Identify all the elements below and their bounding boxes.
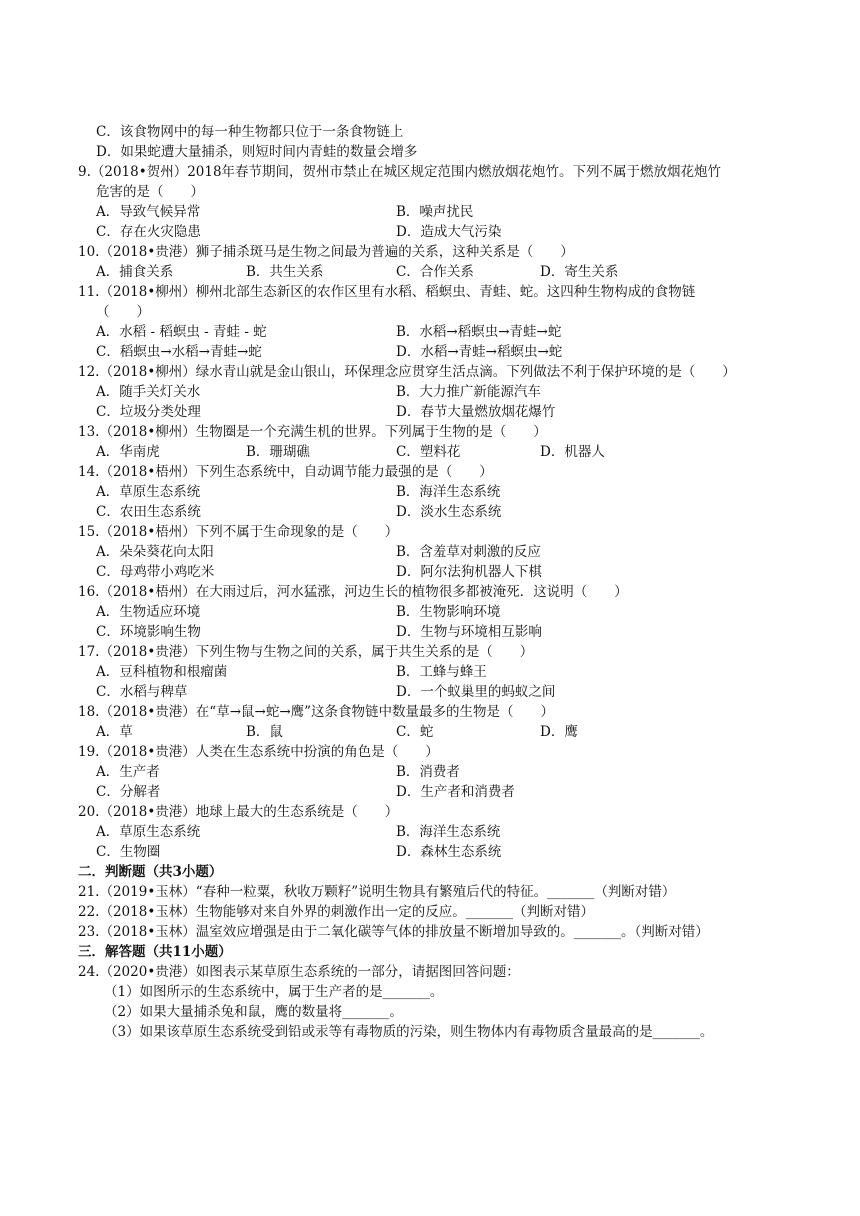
- option-line: C．环境影响生物: [96, 624, 201, 640]
- option-line: D．生产者和消费者: [396, 784, 515, 800]
- sub-question-line: （1）如图所示的生态系统中，属于生产者的是_______。: [104, 984, 444, 1000]
- option-line: B．珊瑚礁: [246, 444, 310, 460]
- option-line: C．塑料花: [396, 444, 461, 460]
- option-line: C．蛇: [396, 724, 434, 740]
- option-line: A．水稻 - 稻螟虫 - 青蛙 - 蛇: [96, 324, 267, 340]
- option-line: D．寄生关系: [540, 264, 619, 280]
- option-line: B．海洋生态系统: [396, 484, 501, 500]
- option-line: D．机器人: [540, 444, 605, 460]
- option-line: D．春节大量燃放烟花爆竹: [396, 404, 556, 420]
- option-line: D．阿尔法狗机器人下棋: [396, 564, 542, 580]
- question-line: 24.（2020•贵港）如图表示某草原生态系统的一部分，请据图回答问题：: [78, 964, 520, 980]
- option-line: A．草: [96, 724, 133, 740]
- option-line: A．华南虎: [96, 444, 160, 460]
- question-line: 12.（2018•柳州）绿水青山就是金山银山，环保理念应贯穿生活点滴。下列做法不利于保护环境的是（ ）: [78, 364, 736, 380]
- option-line: B．海洋生态系统: [396, 824, 501, 840]
- option-line: C．存在火灾隐患: [96, 224, 201, 240]
- option-line: C．稻螟虫→水稻→青蛙→蛇: [96, 344, 262, 360]
- option-line: A．豆科植物和根瘤菌: [96, 664, 228, 680]
- option-line: D．生物与环境相互影响: [396, 624, 542, 640]
- question-line: 18.（2018•贵港）在“草→鼠→蛇→鹰”这条食物链中数量最多的生物是（ ）: [78, 704, 555, 720]
- option-line: C．合作关系: [396, 264, 474, 280]
- section-heading: 二．判断题（共3小题）: [78, 864, 223, 880]
- question-line: 20.（2018•贵港）地球上最大的生态系统是（ ）: [78, 804, 399, 820]
- option-line: B．含羞草对刺激的反应: [396, 544, 541, 560]
- option-line: D．水稻→青蛙→稻螟虫→蛇: [396, 344, 563, 360]
- option-line: A．生物适应环境: [96, 604, 201, 620]
- option-line: A．草原生态系统: [96, 824, 201, 840]
- question-line: 21.（2019•玉林）“春种一粒粟，秋收万颗籽”说明生物具有繁殖后代的特征。_______（判断对错）: [78, 884, 676, 900]
- option-line: D．鹰: [540, 724, 578, 740]
- option-line: D．造成大气污染: [396, 224, 502, 240]
- option-line: B．水稻→稻螟虫→青蛙→蛇: [396, 324, 562, 340]
- question-line: 9.（2018•贺州）2018年春节期间，贺州市禁止在城区规定范围内燃放烟花炮竹。下列不属于燃放烟花炮竹: [78, 164, 722, 180]
- option-line: A．朵朵葵花向太阳: [96, 544, 214, 560]
- option-line: A．草原生态系统: [96, 484, 201, 500]
- question-line: 23.（2018•玉林）温室效应增强是由于二氧化碳等气体的排放量不断增加导致的。_______。（判断对错）: [78, 924, 709, 940]
- option-line: C．水稻与稗草: [96, 684, 188, 700]
- question-line: 危害的是（ ）: [96, 184, 204, 200]
- option-line: D．森林生态系统: [396, 844, 502, 860]
- option-line: B．工蜂与蜂王: [396, 664, 487, 680]
- option-line: C．分解者: [96, 784, 161, 800]
- question-line: （ ）: [96, 304, 150, 320]
- question-line: 10.（2018•贵港）狮子捕杀斑马是生物之间最为普遍的关系，这种关系是（ ）: [78, 244, 574, 260]
- option-line: B．消费者: [396, 764, 460, 780]
- sub-question-line: （3）如果该草原生态系统受到铅或汞等有毒物质的污染，则生物体内有毒物质含量最高的是_______。: [104, 1024, 714, 1040]
- question-line: 17.（2018•贵港）下列生物与生物之间的关系，属于共生关系的是（ ）: [78, 644, 534, 660]
- section-heading: 三．解答题（共11小题）: [78, 944, 232, 960]
- option-line: A．导致气候异常: [96, 204, 201, 220]
- option-line: D．如果蛇遭大量捕杀，则短时间内青蛙的数量会增多: [96, 144, 418, 160]
- question-line: 14.（2018•梧州）下列生态系统中，自动调节能力最强的是（ ）: [78, 464, 493, 480]
- question-line: 22.（2018•玉林）生物能够对来自外界的刺激作出一定的反应。_______（判断对错）: [78, 904, 595, 920]
- option-line: C．生物圈: [96, 844, 161, 860]
- option-line: B．大力推广新能源汽车: [396, 384, 541, 400]
- option-line: A．生产者: [96, 764, 160, 780]
- option-line: A．随手关灯关水: [96, 384, 201, 400]
- question-line: 16.（2018•梧州）在大雨过后，河水猛涨，河边生长的植物很多都被淹死．这说明（ ）: [78, 584, 628, 600]
- option-line: B．共生关系: [246, 264, 324, 280]
- question-line: 19.（2018•贵港）人类在生态系统中扮演的角色是（ ）: [78, 744, 439, 760]
- option-line: A．捕食关系: [96, 264, 174, 280]
- option-line: C．垃圾分类处理: [96, 404, 201, 420]
- option-line: D．淡水生态系统: [396, 504, 502, 520]
- option-line: C．母鸡带小鸡吃米: [96, 564, 215, 580]
- option-line: D．一个蚁巢里的蚂蚁之间: [396, 684, 556, 700]
- option-line: C．该食物网中的每一种生物都只位于一条食物链上: [96, 124, 404, 140]
- sub-question-line: （2）如果大量捕杀兔和鼠，鹰的数量将_______。: [104, 1004, 403, 1020]
- option-line: B．噪声扰民: [396, 204, 474, 220]
- question-line: 15.（2018•梧州）下列不属于生命现象的是（ ）: [78, 524, 399, 540]
- question-line: 13.（2018•柳州）生物圈是一个充满生机的世界。下列属于生物的是（ ）: [78, 424, 547, 440]
- option-line: B．生物影响环境: [396, 604, 501, 620]
- option-line: B．鼠: [246, 724, 283, 740]
- option-line: C．农田生态系统: [96, 504, 201, 520]
- question-line: 11.（2018•柳州）柳州北部生态新区的农作区里有水稻、稻螟虫、青蛙、蛇。这四种生物构成的食物链: [78, 284, 696, 300]
